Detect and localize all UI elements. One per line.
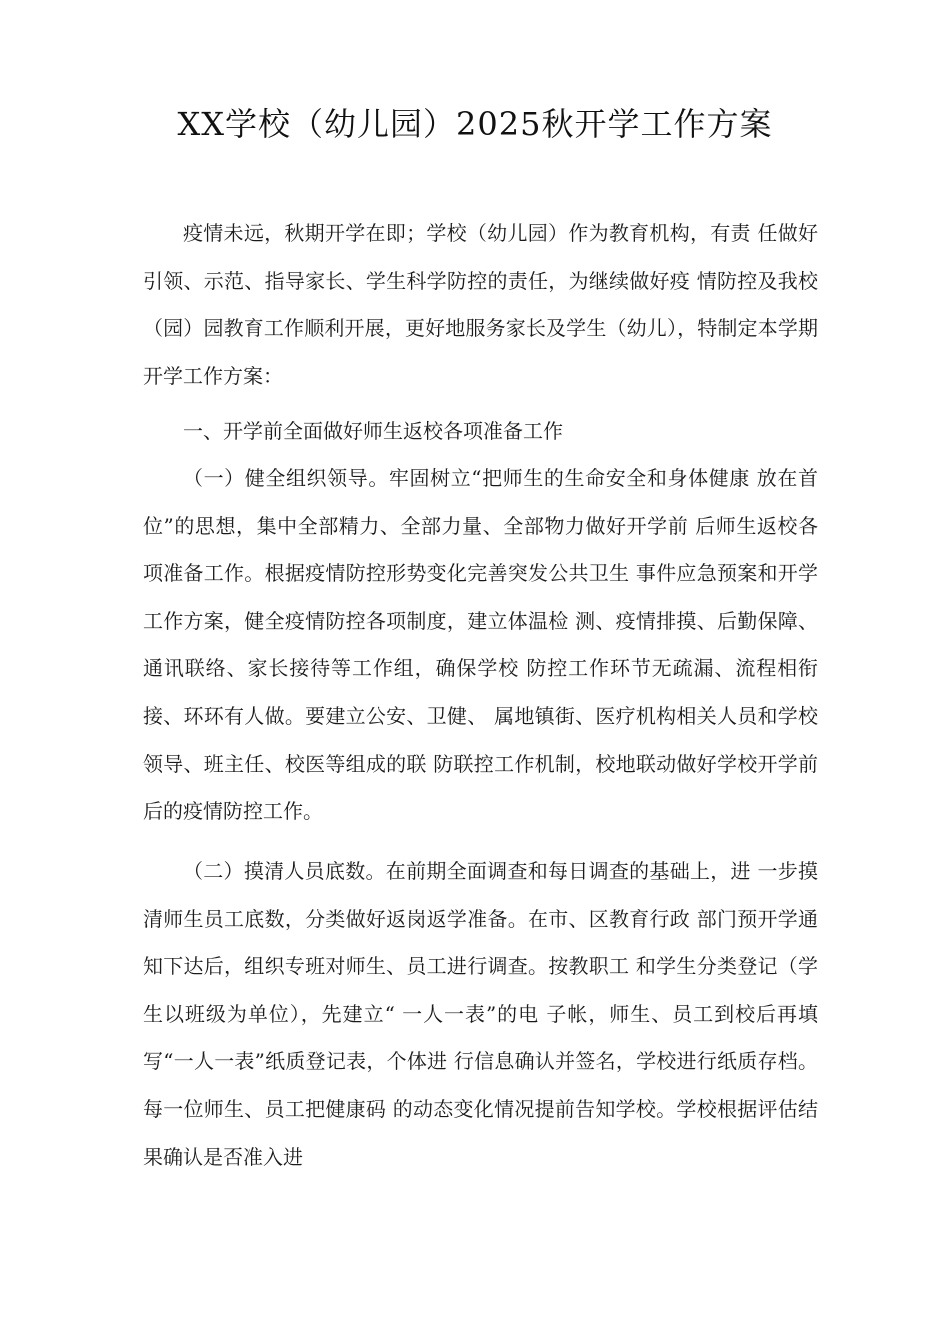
document-title: XX学校（幼儿园）2025秋开学工作方案 (177, 105, 773, 143)
section-heading-1: 一、开学前全面做好师生返校各项准备工作 (183, 419, 563, 443)
intro-paragraph: 疫情未远，秋期开学在即；学校（幼儿园）作为教育机构，有责 任做好引领、示范、指导家长、学生科学防控的责任，为继续做好疫 情防控及我校（园）园教育工作顺利开展，更好地服务家长及学生（幼儿），特制定本学期开学工作方案： (143, 221, 818, 388)
subsection-paragraph-2: （二）摸清人员底数。在前期全面调查和每日调查的基础上，进 一步摸清师生员工底数，分类做好返岗返学准备。在市、区教育行政 部门预开学通知下达后，组织专班对师生、员工进行调查。按教职工 和学生分类登记（学生以班级为单位），先建立“ 一人一表”的电 子帐，师生、员工到校后再填写“一人一表”纸质登记表，个体进 行信息确认并签名，学校进行纸质存档。每一位师生、员工把健康码 的动态变化情况提前告知学校。学校根据评估结果确认是否准入进 (143, 859, 818, 1169)
subsection-paragraph-1: （一）健全组织领导。牢固树立“把师生的生命安全和身体健康 放在首位”的思想，集中全部精力、全部力量、全部物力做好开学前 后师生返校各项准备工作。根据疫情防控形势变化完善突发公共卫生 事件应急预案和开学工作方案，健全疫情防控各项制度，建立体温检 测、疫情排摸、后勤保障、通讯联络、家长接待等工作组，确保学校 防控工作环节无疏漏、流程相衔接、环环有人做。要建立公安、卫健、 属地镇街、医疗机构相关人员和学校领导、班主任、校医等组成的联 防联控工作机制，校地联动做好学校开学前后的疫情防控工作。 (143, 466, 818, 824)
